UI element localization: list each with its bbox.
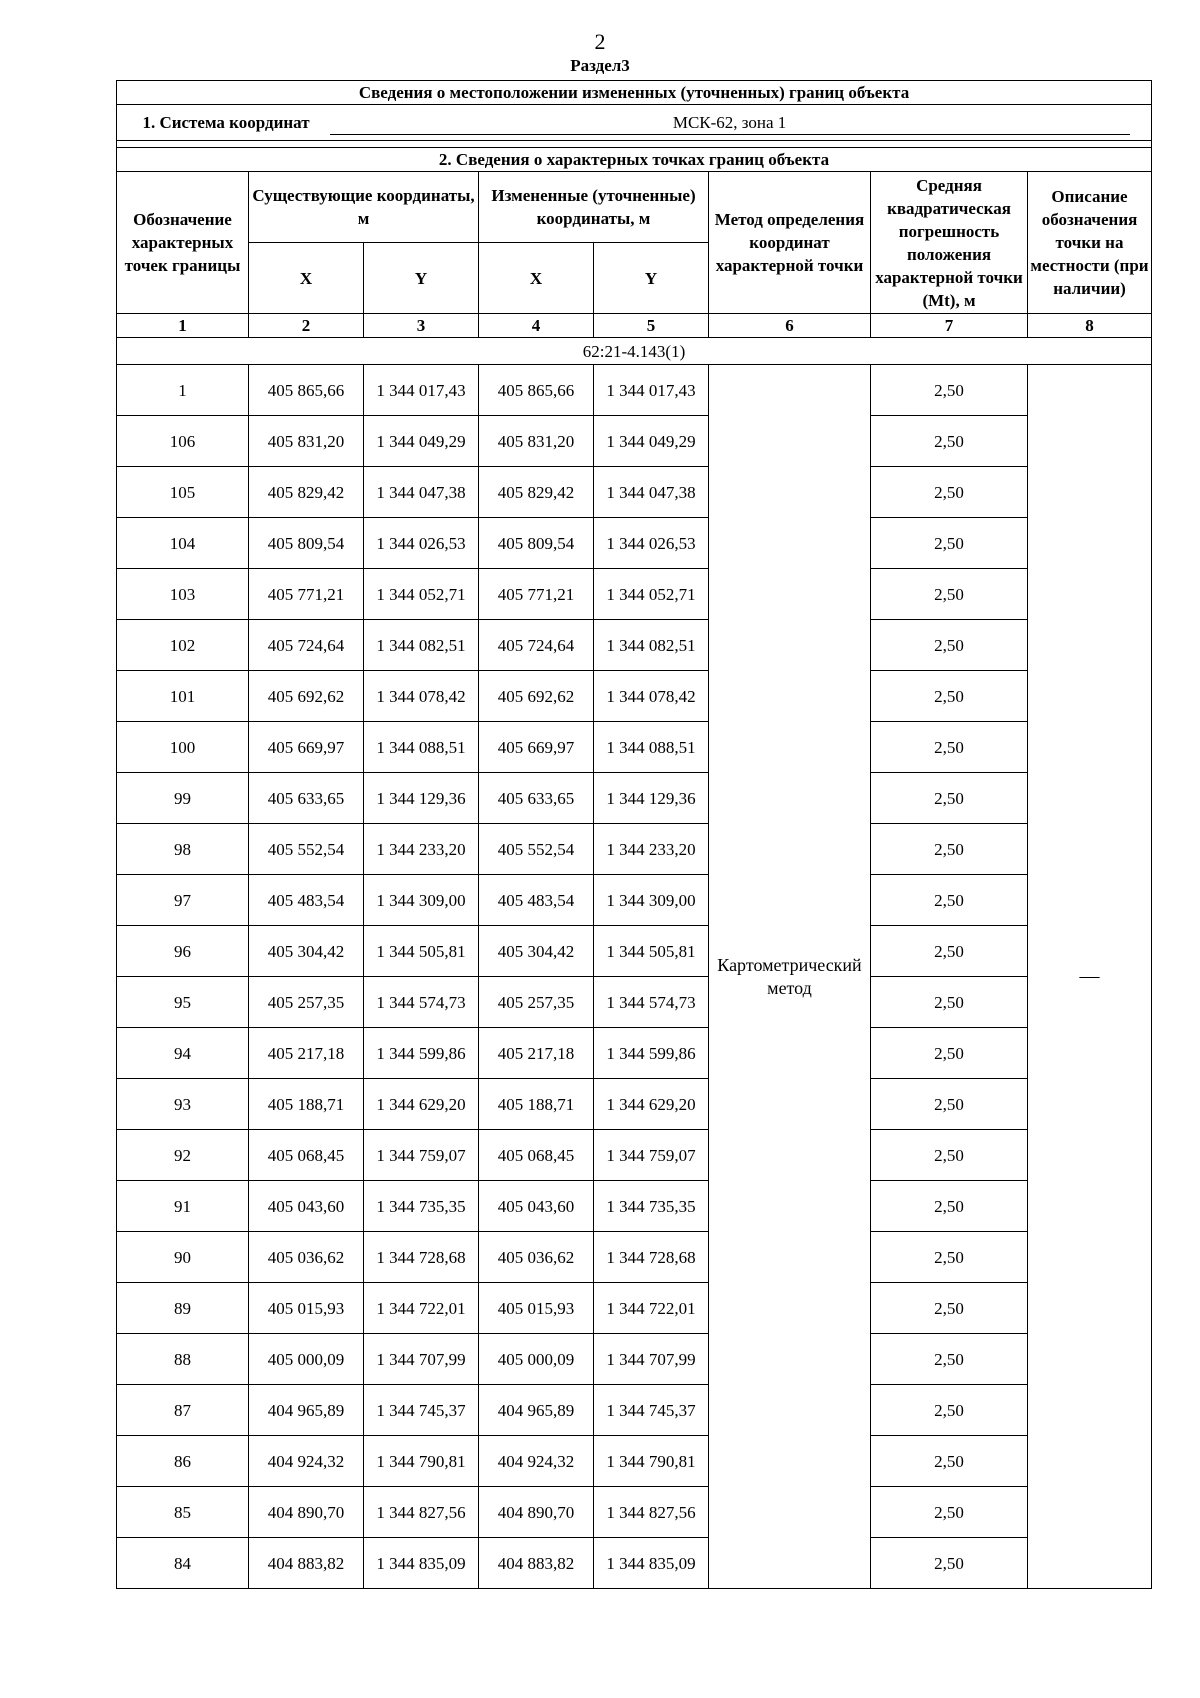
existing-y: 1 344 088,51 <box>364 722 479 773</box>
existing-x: 405 692,62 <box>249 671 364 722</box>
updated-y: 1 344 827,56 <box>594 1487 709 1538</box>
table-row <box>117 926 1152 977</box>
updated-y: 1 344 722,01 <box>594 1283 709 1334</box>
existing-y: 1 344 049,29 <box>364 416 479 467</box>
table-row <box>117 416 1152 467</box>
section-title: Раздел3 <box>570 56 630 75</box>
point-number: 91 <box>117 1181 249 1232</box>
mean-error: 2,50 <box>871 824 1028 875</box>
existing-y: 1 344 790,81 <box>364 1436 479 1487</box>
existing-x: 405 809,54 <box>249 518 364 569</box>
updated-x: 405 669,97 <box>479 722 594 773</box>
point-number: 92 <box>117 1130 249 1181</box>
table-row <box>117 1334 1152 1385</box>
updated-x: 405 829,42 <box>479 467 594 518</box>
updated-x: 405 771,21 <box>479 569 594 620</box>
updated-y: 1 344 088,51 <box>594 722 709 773</box>
header-updated-x: X <box>479 243 594 314</box>
existing-y: 1 344 505,81 <box>364 926 479 977</box>
updated-y: 1 344 049,29 <box>594 416 709 467</box>
mean-error: 2,50 <box>871 365 1028 416</box>
table-row <box>117 722 1152 773</box>
updated-y: 1 344 790,81 <box>594 1436 709 1487</box>
header-description: Описание обозначения точки на местности (при наличии) <box>1028 172 1152 314</box>
mean-error: 2,50 <box>871 773 1028 824</box>
spacer-row <box>117 141 1152 148</box>
point-number: 100 <box>117 722 249 773</box>
point-number: 1 <box>117 365 249 416</box>
table-row <box>117 875 1152 926</box>
boundary-points-table <box>116 80 1152 1589</box>
table-row <box>117 1079 1152 1130</box>
method-cell: Картометрический метод <box>709 365 871 1589</box>
updated-x: 405 217,18 <box>479 1028 594 1079</box>
point-number: 98 <box>117 824 249 875</box>
updated-x: 405 257,35 <box>479 977 594 1028</box>
existing-y: 1 344 078,42 <box>364 671 479 722</box>
point-number: 105 <box>117 467 249 518</box>
updated-y: 1 344 129,36 <box>594 773 709 824</box>
existing-x: 405 771,21 <box>249 569 364 620</box>
parcel-id: 62:21-4.143(1) <box>117 338 1152 365</box>
updated-x: 405 483,54 <box>479 875 594 926</box>
table-row <box>117 1130 1152 1181</box>
point-number: 96 <box>117 926 249 977</box>
existing-y: 1 344 017,43 <box>364 365 479 416</box>
header-updated-coords: Измененные (уточненные) координаты, м <box>479 172 709 243</box>
existing-y: 1 344 574,73 <box>364 977 479 1028</box>
table-row <box>117 569 1152 620</box>
coord-system-value: МСК-62, зона 1 <box>330 112 1130 135</box>
mean-error: 2,50 <box>871 875 1028 926</box>
existing-y: 1 344 722,01 <box>364 1283 479 1334</box>
updated-x: 405 036,62 <box>479 1232 594 1283</box>
updated-x: 405 633,65 <box>479 773 594 824</box>
coord-system-label: 1. Система координат <box>142 112 310 132</box>
mean-error: 2,50 <box>871 620 1028 671</box>
existing-x: 405 217,18 <box>249 1028 364 1079</box>
table-row <box>117 1232 1152 1283</box>
subtable-title: 2. Сведения о характерных точках границ объекта <box>117 148 1152 172</box>
existing-y: 1 344 735,35 <box>364 1181 479 1232</box>
existing-x: 405 669,97 <box>249 722 364 773</box>
table-row <box>117 467 1152 518</box>
existing-y: 1 344 629,20 <box>364 1079 479 1130</box>
description-cell: — <box>1028 365 1152 1589</box>
updated-x: 405 831,20 <box>479 416 594 467</box>
existing-x: 404 890,70 <box>249 1487 364 1538</box>
mean-error: 2,50 <box>871 1232 1028 1283</box>
updated-y: 1 344 599,86 <box>594 1028 709 1079</box>
table-row <box>117 824 1152 875</box>
point-number: 84 <box>117 1538 249 1589</box>
updated-y: 1 344 728,68 <box>594 1232 709 1283</box>
updated-y: 1 344 759,07 <box>594 1130 709 1181</box>
coord-system-row <box>117 105 1152 141</box>
updated-x: 404 890,70 <box>479 1487 594 1538</box>
updated-x: 404 924,32 <box>479 1436 594 1487</box>
updated-x: 405 692,62 <box>479 671 594 722</box>
mean-error: 2,50 <box>871 1385 1028 1436</box>
existing-x: 405 068,45 <box>249 1130 364 1181</box>
point-number: 90 <box>117 1232 249 1283</box>
point-number: 104 <box>117 518 249 569</box>
point-number: 86 <box>117 1436 249 1487</box>
table-row <box>117 1538 1152 1589</box>
table-row <box>117 977 1152 1028</box>
existing-x: 405 043,60 <box>249 1181 364 1232</box>
updated-y: 1 344 233,20 <box>594 824 709 875</box>
existing-y: 1 344 707,99 <box>364 1334 479 1385</box>
updated-x: 405 043,60 <box>479 1181 594 1232</box>
point-number: 93 <box>117 1079 249 1130</box>
mean-error: 2,50 <box>871 467 1028 518</box>
header-method: Метод определения координат характерной точки <box>709 172 871 314</box>
existing-x: 405 000,09 <box>249 1334 364 1385</box>
existing-y: 1 344 309,00 <box>364 875 479 926</box>
existing-x: 405 633,65 <box>249 773 364 824</box>
existing-y: 1 344 599,86 <box>364 1028 479 1079</box>
point-number: 94 <box>117 1028 249 1079</box>
updated-y: 1 344 017,43 <box>594 365 709 416</box>
column-number: 6 <box>709 314 871 338</box>
mean-error: 2,50 <box>871 926 1028 977</box>
updated-y: 1 344 629,20 <box>594 1079 709 1130</box>
updated-y: 1 344 047,38 <box>594 467 709 518</box>
existing-y: 1 344 233,20 <box>364 824 479 875</box>
updated-x: 405 865,66 <box>479 365 594 416</box>
point-number: 95 <box>117 977 249 1028</box>
updated-x: 405 188,71 <box>479 1079 594 1130</box>
mean-error: 2,50 <box>871 1436 1028 1487</box>
table-row <box>117 1028 1152 1079</box>
existing-y: 1 344 827,56 <box>364 1487 479 1538</box>
column-number: 2 <box>249 314 364 338</box>
existing-x: 405 865,66 <box>249 365 364 416</box>
header-existing-coords: Существующие координаты, м <box>249 172 479 243</box>
mean-error: 2,50 <box>871 1334 1028 1385</box>
mean-error: 2,50 <box>871 1487 1028 1538</box>
updated-x: 405 304,42 <box>479 926 594 977</box>
existing-x: 405 831,20 <box>249 416 364 467</box>
mean-error: 2,50 <box>871 518 1028 569</box>
mean-error: 2,50 <box>871 1028 1028 1079</box>
point-number: 102 <box>117 620 249 671</box>
table-title: Сведения о местоположении измененных (уточненных) границ объекта <box>117 81 1152 105</box>
point-number: 106 <box>117 416 249 467</box>
mean-error: 2,50 <box>871 671 1028 722</box>
updated-y: 1 344 026,53 <box>594 518 709 569</box>
point-number: 87 <box>117 1385 249 1436</box>
existing-y: 1 344 026,53 <box>364 518 479 569</box>
existing-x: 405 829,42 <box>249 467 364 518</box>
table-row <box>117 365 1152 416</box>
existing-x: 405 724,64 <box>249 620 364 671</box>
existing-y: 1 344 759,07 <box>364 1130 479 1181</box>
updated-x: 405 809,54 <box>479 518 594 569</box>
column-number: 7 <box>871 314 1028 338</box>
header-existing-y: Y <box>364 243 479 314</box>
column-number: 4 <box>479 314 594 338</box>
existing-x: 405 304,42 <box>249 926 364 977</box>
updated-x: 405 068,45 <box>479 1130 594 1181</box>
column-number: 5 <box>594 314 709 338</box>
point-number: 101 <box>117 671 249 722</box>
updated-y: 1 344 082,51 <box>594 620 709 671</box>
mean-error: 2,50 <box>871 416 1028 467</box>
updated-y: 1 344 707,99 <box>594 1334 709 1385</box>
mean-error: 2,50 <box>871 1130 1028 1181</box>
existing-x: 405 257,35 <box>249 977 364 1028</box>
updated-x: 405 000,09 <box>479 1334 594 1385</box>
updated-x: 404 883,82 <box>479 1538 594 1589</box>
column-number: 3 <box>364 314 479 338</box>
existing-x: 404 965,89 <box>249 1385 364 1436</box>
updated-x: 405 724,64 <box>479 620 594 671</box>
existing-x: 405 015,93 <box>249 1283 364 1334</box>
existing-x: 405 188,71 <box>249 1079 364 1130</box>
existing-y: 1 344 082,51 <box>364 620 479 671</box>
mean-error: 2,50 <box>871 1079 1028 1130</box>
mean-error: 2,50 <box>871 722 1028 773</box>
mean-error: 2,50 <box>871 1538 1028 1589</box>
mean-error: 2,50 <box>871 1283 1028 1334</box>
point-number: 103 <box>117 569 249 620</box>
updated-y: 1 344 078,42 <box>594 671 709 722</box>
table-row <box>117 1436 1152 1487</box>
existing-y: 1 344 052,71 <box>364 569 479 620</box>
existing-x: 405 483,54 <box>249 875 364 926</box>
updated-y: 1 344 735,35 <box>594 1181 709 1232</box>
updated-x: 404 965,89 <box>479 1385 594 1436</box>
header-mean-error: Средняя квадратическая погрешность положения характерной точки (Mt), м <box>871 172 1028 314</box>
existing-x: 404 924,32 <box>249 1436 364 1487</box>
table-row <box>117 620 1152 671</box>
updated-y: 1 344 574,73 <box>594 977 709 1028</box>
page-number: 2 <box>594 29 606 54</box>
table-row <box>117 518 1152 569</box>
point-number: 99 <box>117 773 249 824</box>
existing-x: 405 552,54 <box>249 824 364 875</box>
header-point-designation: Обозначение характерных точек границы <box>117 172 249 314</box>
updated-y: 1 344 745,37 <box>594 1385 709 1436</box>
updated-x: 405 015,93 <box>479 1283 594 1334</box>
existing-y: 1 344 129,36 <box>364 773 479 824</box>
existing-y: 1 344 728,68 <box>364 1232 479 1283</box>
table-row <box>117 773 1152 824</box>
updated-y: 1 344 052,71 <box>594 569 709 620</box>
updated-x: 405 552,54 <box>479 824 594 875</box>
column-number: 8 <box>1028 314 1152 338</box>
existing-y: 1 344 047,38 <box>364 467 479 518</box>
existing-x: 405 036,62 <box>249 1232 364 1283</box>
table-row <box>117 671 1152 722</box>
updated-y: 1 344 505,81 <box>594 926 709 977</box>
column-number: 1 <box>117 314 249 338</box>
mean-error: 2,50 <box>871 977 1028 1028</box>
existing-y: 1 344 835,09 <box>364 1538 479 1589</box>
point-number: 88 <box>117 1334 249 1385</box>
mean-error: 2,50 <box>871 569 1028 620</box>
table-row <box>117 1385 1152 1436</box>
point-number: 97 <box>117 875 249 926</box>
table-row <box>117 1487 1152 1538</box>
updated-y: 1 344 835,09 <box>594 1538 709 1589</box>
table-row <box>117 1283 1152 1334</box>
existing-x: 404 883,82 <box>249 1538 364 1589</box>
table-row <box>117 1181 1152 1232</box>
mean-error: 2,50 <box>871 1181 1028 1232</box>
point-number: 85 <box>117 1487 249 1538</box>
existing-y: 1 344 745,37 <box>364 1385 479 1436</box>
point-number: 89 <box>117 1283 249 1334</box>
header-existing-x: X <box>249 243 364 314</box>
updated-y: 1 344 309,00 <box>594 875 709 926</box>
header-updated-y: Y <box>594 243 709 314</box>
